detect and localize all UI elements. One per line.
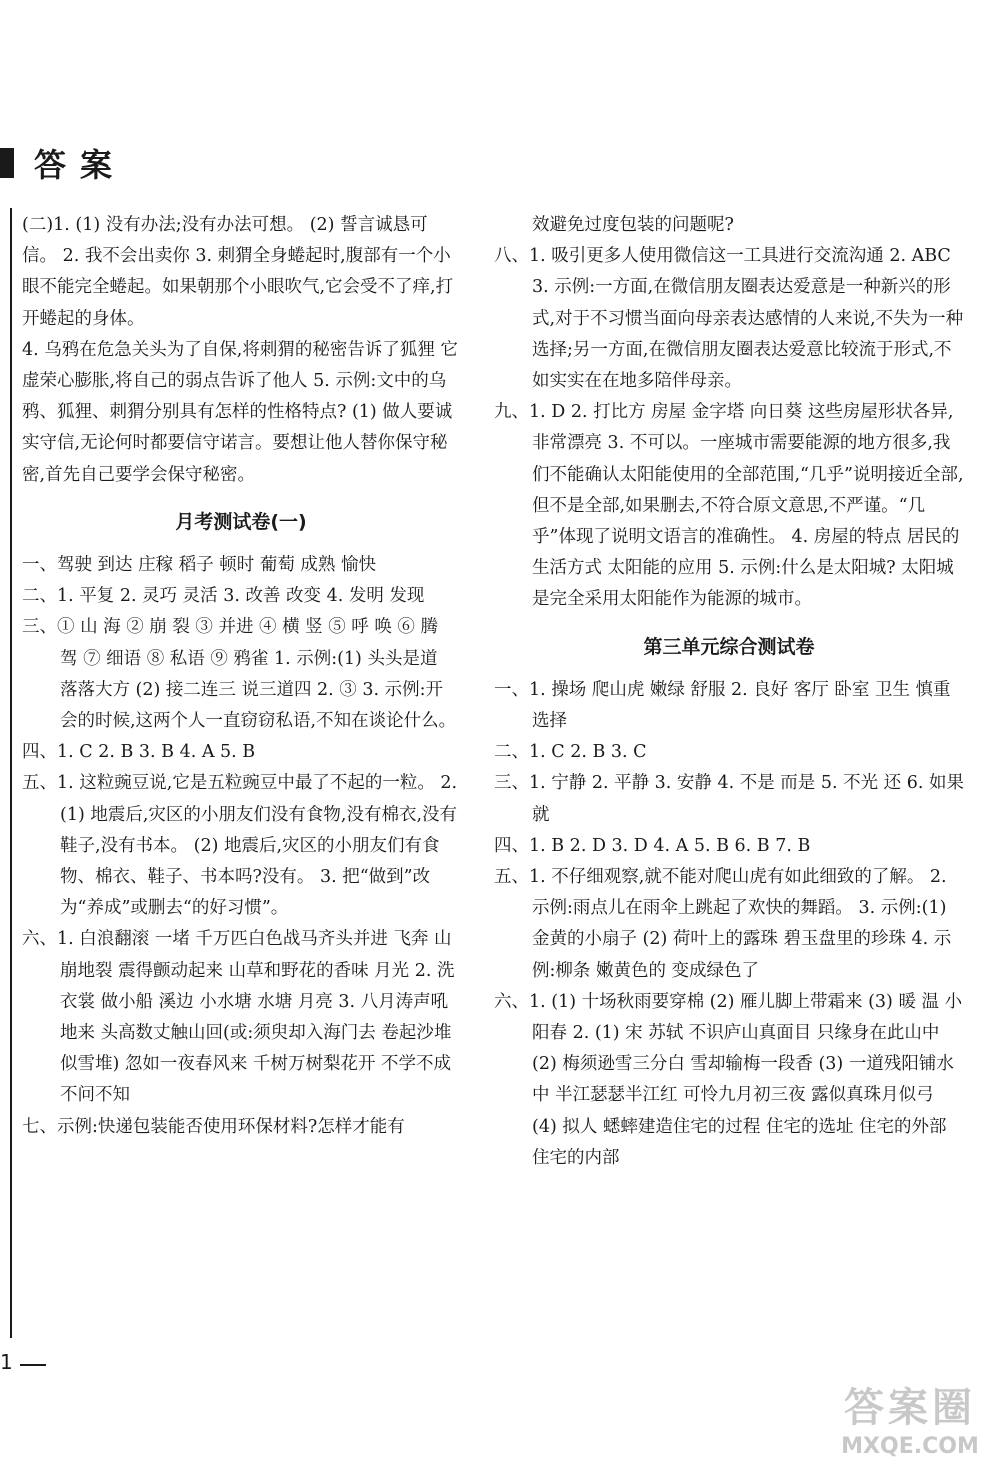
answer-paragraph: 三、1. 宁静 2. 平静 3. 安静 4. 不是 而是 5. 不光 还 6. 如果 就 bbox=[494, 773, 964, 825]
section-title-monthly-test: 月考测试卷(一) bbox=[175, 510, 307, 533]
header-bar-icon bbox=[0, 148, 14, 178]
answer-paragraph: 三、① 山 海 ② 崩 裂 ③ 并进 ④ 横 竖 ⑤ 呼 唤 ⑥ 腾 驾 ⑦ 细语 ⑧ 私语 ⑨ 鸦雀 1. 示例:(1) 头头是道 落落大方 (2) 接二连三 说三道四 2. ③ 3. 示例:开会的时候,这两个人一直窃窃私语,不知在谈论什么。 bbox=[22, 617, 457, 732]
page-header bbox=[0, 140, 126, 186]
answer-paragraph: 五、1. 不仔细观察,就不能对爬山虎有如此细致的了解。 2. 示例:雨点儿在雨伞上跳起了欢快的舞蹈。 3. 示例:(1) 金黄的小扇子 (2) 荷叶上的露珠 碧玉盘里的珍珠 4. 示例:柳条 嫩黄色的 变成绿色了 bbox=[494, 867, 952, 981]
footer-rule bbox=[20, 1364, 46, 1366]
watermark-url: MXQE.COM bbox=[841, 1434, 979, 1459]
answer-paragraph: (二)1. (1) 没有办法;没有办法可想。 (2) 誓言诚恳可信。 2. 我不会出卖你 3. 刺猬全身蜷起时,腹部有一个小眼不能完全蜷起。如果朝那个小眼吹气,它会受不了痒,打开蜷起的身体。 bbox=[22, 215, 454, 329]
answer-paragraph: 一、驾驶 到达 庄稼 稻子 顿时 葡萄 成熟 愉快 bbox=[22, 555, 376, 576]
answer-paragraph: 九、1. D 2. 打比方 房屋 金字塔 向日葵 这些房屋形状各异,非常漂亮 3. 不可以。一座城市需要能源的地方很多,我们不能确认太阳能使用的全部范围,“几乎”说明接近全部,但不是全部,如果删去,不符合原文意思,不严谨。“几乎”体现了说明文语言的准确性。 4. 房屋的特点 居民的生活方式 太阳能的应用 5. 示例:什么是太阳城? 太阳城是完全采用太阳能作为能源的城市。 bbox=[494, 402, 964, 610]
section-title-unit-three-test: 第三单元综合测试卷 bbox=[643, 635, 815, 658]
answer-paragraph: 五、1. 这粒豌豆说,它是五粒豌豆中最了不起的一粒。 2. (1) 地震后,灾区的小朋友们没有食物,没有棉衣,没有鞋子,没有书本。 (2) 地震后,灾区的小朋友们有食物、棉衣、鞋子、书本吗?没有。 3. 把“做到”改为“养成”或删去“的好习惯”。 bbox=[22, 773, 458, 919]
page-number: 1 bbox=[0, 1350, 13, 1374]
left-margin-rule bbox=[10, 208, 12, 1338]
answer-paragraph: 八、1. 吸引更多人使用微信这一工具进行交流沟通 2. ABC 3. 示例:一方面,在微信朋友圈表达爱意是一种新兴的形式,对于不习惯当面向母亲表达感情的人来说,不失为一种选择;另一方面,在微信朋友圈表达爱意比较流于形式,不如实实在在地多陪伴母亲。 bbox=[494, 246, 964, 392]
answer-paragraph: 六、1. (1) 十场秋雨要穿棉 (2) 雁儿脚上带霜来 (3) 暖 温 小阳春 2. (1) 宋 苏轼 不识庐山真面目 只缘身在此山中 (2) 梅须逊雪三分白 雪却输梅一段香 (3) 一道残阳铺水中 半江瑟瑟半江红 可怜九月初三夜 露似真珠月似弓 (4) 拟人 蟋蟀建造住宅的过程 住宅的选址 住宅的外部 住宅的内部 bbox=[494, 991, 963, 1168]
answer-paragraph: 四、1. C 2. B 3. B 4. A 5. B bbox=[22, 742, 256, 763]
watermark-logo-text: 答案圈 bbox=[844, 1385, 976, 1431]
answer-paragraph: 二、1. 平复 2. 灵巧 灵活 3. 改善 改变 4. 发明 发现 bbox=[22, 586, 425, 607]
answer-paragraph: 二、1. C 2. B 3. C bbox=[494, 742, 647, 763]
answer-paragraph: 四、1. B 2. D 3. D 4. A 5. B 6. B 7. B bbox=[494, 835, 811, 856]
answer-paragraph: 一、1. 操场 爬山虎 嫩绿 舒服 2. 良好 客厅 卧室 卫生 慎重 选择 bbox=[494, 679, 951, 732]
page-title: 答案 bbox=[34, 146, 127, 184]
site-watermark bbox=[830, 1382, 990, 1462]
answer-paragraph: 六、1. 白浪翻滚 一堵 千万匹白色战马齐头并进 飞奔 山崩地裂 震得颤动起来 山草和野花的香味 月光 2. 洗衣裳 做小船 溪边 小水塘 水塘 月亮 3. 八月涛声吼地来 头高数丈触山回(或:须臾却入海门去 卷起沙堆似雪堆) 忽如一夜春风来 千树万树梨花开 不学不成 不问不知 bbox=[22, 929, 455, 1106]
answer-paragraph: 4. 乌鸦在危急关头为了自保,将刺猬的秘密告诉了狐狸 它虚荣心膨胀,将自己的弱点告诉了他人 5. 示例:文中的乌鸦、狐狸、刺猬分别具有怎样的性格特点? (1) 做人要诚实守信,无论何时都要信守诺言。要想让他人替你保守秘密,首先自己要学会保守秘密。 bbox=[22, 339, 458, 485]
answer-paragraph: 效避免过度包装的问题呢? bbox=[532, 215, 734, 235]
right-column bbox=[494, 210, 964, 1174]
answer-paragraph: 七、示例:快递包装能否使用环保材料?怎样才能有 bbox=[22, 1116, 405, 1137]
left-column bbox=[22, 210, 460, 1143]
